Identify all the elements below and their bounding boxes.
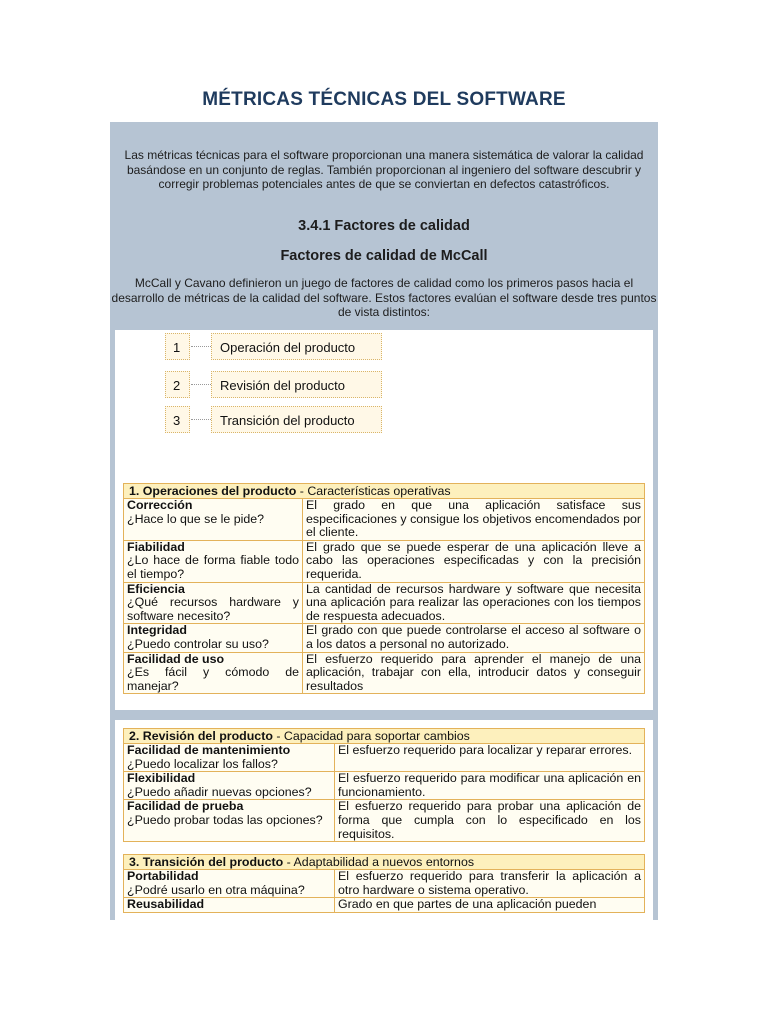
table-row: Facilidad de uso ¿Es fácil y cómodo de manejar? El esfuerzo requerido para aprender el manejo de una aplicación, trabajar con ella, introducir datos y conseguir resultados — [124, 652, 645, 694]
subsection-heading: Factores de calidad de McCall — [280, 248, 488, 264]
table-row: Eficiencia ¿Qué recursos hardware y software necesito? La cantidad de recursos hardware y software que necesita una aplicación para realizar las operaciones con los tiempos de respuesta adecuados. — [124, 582, 645, 624]
transition-table — [123, 854, 645, 913]
table-row: Reusabilidad Grado en que partes de una aplicación pueden — [124, 898, 645, 913]
factors-figure-continued — [115, 720, 653, 920]
table-row: Portabilidad ¿Podré usarlo en otra máquina? El esfuerzo requerido para transferir la aplicación a otro hardware o sistema operativo. — [124, 870, 645, 898]
operations-table — [123, 483, 645, 694]
viewpoint-connector — [191, 419, 211, 420]
viewpoint-label: Operación del producto — [211, 333, 382, 360]
table-row: Facilidad de prueba ¿Puedo probar todas las opciones? El esfuerzo requerido para probar una aplicación de forma que cumpla con lo especificado en los requisitos. — [124, 800, 645, 842]
revision-table — [123, 728, 645, 842]
table-row: Fiabilidad ¿Lo hace de forma fiable todo el tiempo? El grado que se puede esperar de una aplicación lleve a cabo las operaciones especificadas y con la precisión requerida. — [124, 540, 645, 582]
table-header: 1. Operaciones del producto - Características operativas — [124, 484, 645, 499]
factors-figure — [115, 330, 653, 710]
table-row: Corrección ¿Hace lo que se le pide? El grado en que una aplicación satisface sus especificaciones y consigue los objetivos encomendados por el cliente. — [124, 499, 645, 541]
table-row: Flexibilidad ¿Puedo añadir nuevas opciones? El esfuerzo requerido para modificar una aplicación en funcionamiento. — [124, 772, 645, 800]
content-panel — [110, 122, 658, 920]
viewpoint-label: Revisión del producto — [211, 371, 382, 398]
viewpoint-connector — [191, 346, 211, 347]
table-header: 2. Revisión del producto - Capacidad para soportar cambios — [124, 729, 645, 744]
viewpoint-number: 2 — [165, 371, 190, 398]
table-row: Facilidad de mantenimiento ¿Puedo localizar los fallos? El esfuerzo requerido para localizar y reparar errores. — [124, 744, 645, 772]
viewpoint-number: 3 — [165, 406, 190, 433]
section-heading: 3.4.1 Factores de calidad — [298, 218, 470, 234]
intro-paragraph: Las métricas técnicas para el software proporcionan una manera sistemática de valorar la calidad basándose en un conjunto de reglas. También proporcionan al ingeniero del software descubrir y corregir problemas potenciales antes de que se conviertan en defectos catastróficos. — [124, 148, 644, 191]
viewpoint-number: 1 — [165, 333, 190, 360]
table-header: 3. Transición del producto - Adaptabilidad a nuevos entornos — [124, 855, 645, 870]
viewpoint-connector — [191, 384, 211, 385]
page-title: MÉTRICAS TÉCNICAS DEL SOFTWARE — [202, 89, 566, 110]
mccall-intro-paragraph: McCall y Cavano definieron un juego de factores de calidad como los primeros pasos hacia el desarrollo de métricas de la calidad del software. Estos factores evalúan el software desde tres puntos de vista distintos: — [111, 276, 657, 319]
table-row: Integridad ¿Puedo controlar su uso? El grado con que puede controlarse el acceso al software o a los datos a personal no autorizado. — [124, 624, 645, 652]
viewpoint-label: Transición del producto — [211, 406, 382, 433]
